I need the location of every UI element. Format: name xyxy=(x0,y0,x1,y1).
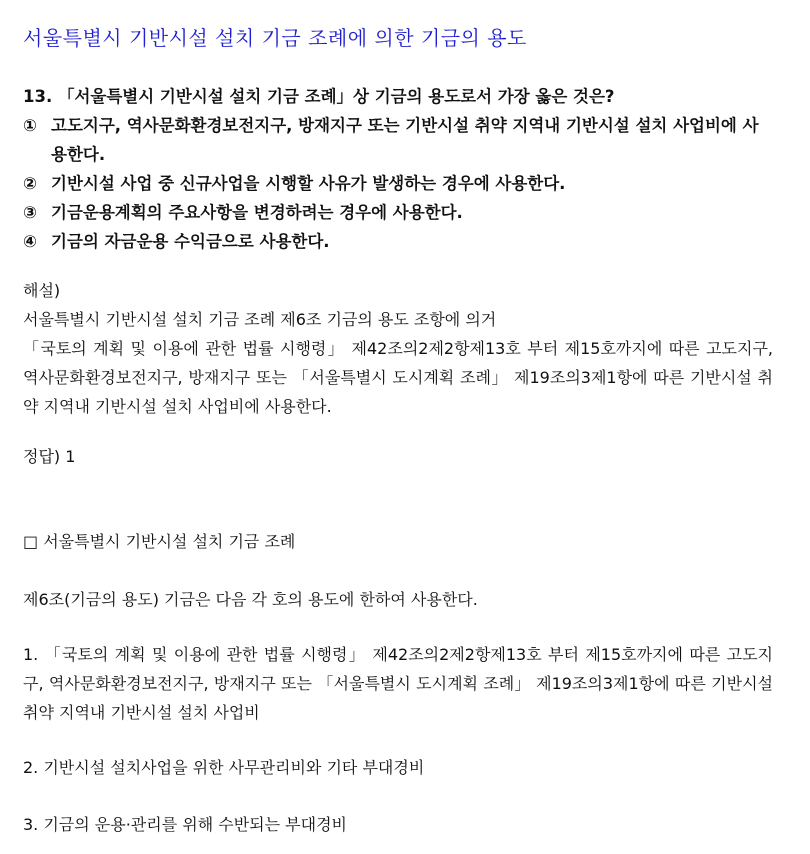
law-item-1: 1. 「국토의 계획 및 이용에 관한 법률 시행령」 제42조의2제2항제13호 부터 제15호까지에 따른 고도지구, 역사문화환경보전지구, 방재지구 또는 「서울특별시 도시계획 조례」 제19조의3제1항에 따른 기반시설 취약 지역내 기반시설 설치 사업비 xyxy=(23,645,773,722)
article-heading: 제6조(기금의 용도) 기금은 다음 각 호의 용도에 한하여 사용한다. xyxy=(23,590,478,609)
answer-text: 정답) 1 xyxy=(23,447,76,466)
option-2 xyxy=(23,169,773,198)
option-3 xyxy=(23,198,773,227)
option-number: ④ xyxy=(23,232,37,251)
option-number: ① xyxy=(23,116,37,135)
option-text: 고도지구, 역사문화환경보전지구, 방재지구 또는 기반시설 취약 지역내 기반시설 설치 사업비에 사용한다. xyxy=(51,116,759,164)
question-stem: 13. 「서울특별시 기반시설 설치 기금 조례」상 기금의 용도로서 가장 옳은 것은? xyxy=(23,87,615,106)
explanation-block xyxy=(23,276,773,421)
law-item-2: 2. 기반시설 설치사업을 위한 사무관리비와 기타 부대경비 xyxy=(23,758,425,777)
law-title: □ 서울특별시 기반시설 설치 기금 조례 xyxy=(23,532,296,551)
option-text: 기금운용계획의 주요사항을 변경하려는 경우에 사용한다. xyxy=(51,203,463,222)
option-number: ② xyxy=(23,174,37,193)
document-title: 서울특별시 기반시설 설치 기금 조례에 의한 기금의 용도 xyxy=(23,26,527,50)
option-number: ③ xyxy=(23,203,37,222)
explanation-body: 「국토의 계획 및 이용에 관한 법률 시행령」 제42조의2제2항제13호 부터 제15호까지에 따른 고도지구, 역사문화환경보전지구, 방재지구 또는 「서울특별시 도시계획 조례」 제19조의3제1항에 따른 기반시설 취약 지역내 기반시설 설치 사업비에 사용한다. xyxy=(23,339,773,416)
option-text: 기반시설 사업 중 신규사업을 시행할 사유가 발생하는 경우에 사용한다. xyxy=(51,174,566,193)
explanation-intro: 서울특별시 기반시설 설치 기금 조례 제6조 기금의 용도 조항에 의거 xyxy=(23,310,497,329)
question-block xyxy=(23,82,773,256)
explanation-label: 해설) xyxy=(23,281,61,300)
option-1 xyxy=(23,111,773,169)
option-4 xyxy=(23,227,773,256)
option-text: 기금의 자금운용 수익금으로 사용한다. xyxy=(51,232,330,251)
law-item-3: 3. 기금의 운용·관리를 위해 수반되는 부대경비 xyxy=(23,815,347,834)
